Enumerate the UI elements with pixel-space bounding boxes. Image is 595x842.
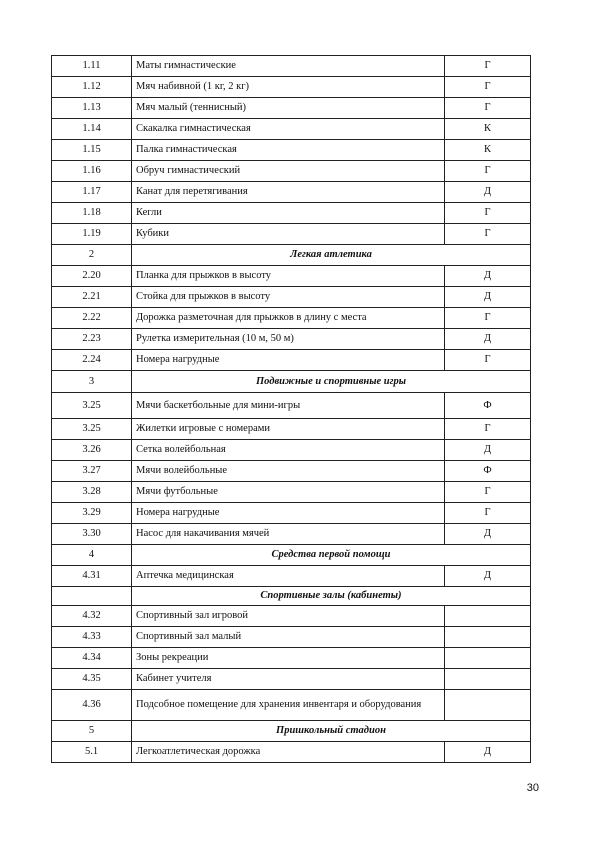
section-row [52, 371, 531, 393]
table-row [52, 524, 531, 545]
item-name: Мячи футбольные [132, 482, 445, 503]
quantity-code: Д [445, 266, 531, 287]
table-row [52, 461, 531, 482]
item-name: Палка гимнастическая [132, 140, 445, 161]
table-row [52, 742, 531, 763]
row-number: 1.11 [52, 56, 132, 77]
table-row [52, 98, 531, 119]
table-row [52, 419, 531, 440]
table-row [52, 119, 531, 140]
quantity-code [445, 648, 531, 669]
item-name: Канат для перетягивания [132, 182, 445, 203]
table-row [52, 482, 531, 503]
row-number: 3.26 [52, 440, 132, 461]
row-number: 4.36 [52, 690, 132, 721]
table-row [52, 329, 531, 350]
item-name: Скакалка гимнастическая [132, 119, 445, 140]
item-name: Кабинет учителя [132, 669, 445, 690]
quantity-code: Г [445, 56, 531, 77]
section-title: Легкая атлетика [132, 245, 531, 266]
quantity-code: Ф [445, 461, 531, 482]
section-title: Пришкольный стадион [132, 721, 531, 742]
table-row [52, 503, 531, 524]
quantity-code: Г [445, 308, 531, 329]
table-row [52, 140, 531, 161]
item-name: Кубики [132, 224, 445, 245]
section-title: Подвижные и спортивные игры [132, 371, 531, 393]
item-name: Насос для накачивания мячей [132, 524, 445, 545]
table-row [52, 203, 531, 224]
item-name: Мячи баскетбольные для мини-игры [132, 393, 445, 419]
row-number: 2 [52, 245, 132, 266]
item-name: Сетка волейбольная [132, 440, 445, 461]
row-number: 1.16 [52, 161, 132, 182]
table-row [52, 287, 531, 308]
row-number: 3.30 [52, 524, 132, 545]
table-row [52, 161, 531, 182]
table-row [52, 266, 531, 287]
item-name: Рулетка измерительная (10 м, 50 м) [132, 329, 445, 350]
row-number: 1.19 [52, 224, 132, 245]
row-number: 4 [52, 545, 132, 566]
item-name: Мяч набивной (1 кг, 2 кг) [132, 77, 445, 98]
item-name: Обруч гимнастический [132, 161, 445, 182]
item-name: Планка для прыжков в высоту [132, 266, 445, 287]
table-row [52, 690, 531, 721]
row-number: 2.24 [52, 350, 132, 371]
quantity-code [445, 669, 531, 690]
quantity-code: Д [445, 287, 531, 308]
row-number: 3.27 [52, 461, 132, 482]
table-row [52, 393, 531, 419]
row-number: 4.35 [52, 669, 132, 690]
item-name: Кегли [132, 203, 445, 224]
row-number: 5 [52, 721, 132, 742]
section-row [52, 245, 531, 266]
quantity-code: Г [445, 224, 531, 245]
row-number: 2.23 [52, 329, 132, 350]
row-number: 2.21 [52, 287, 132, 308]
item-name: Стойка для прыжков в высоту [132, 287, 445, 308]
quantity-code: Г [445, 203, 531, 224]
equipment-table [51, 55, 531, 763]
row-number: 1.13 [52, 98, 132, 119]
item-name: Легкоатлетическая дорожка [132, 742, 445, 763]
item-name: Аптечка медицинская [132, 566, 445, 587]
quantity-code: Д [445, 182, 531, 203]
section-row [52, 587, 531, 606]
item-name: Мячи волейбольные [132, 461, 445, 482]
row-number: 3.25 [52, 393, 132, 419]
quantity-code: Д [445, 566, 531, 587]
row-number: 2.20 [52, 266, 132, 287]
quantity-code: Г [445, 98, 531, 119]
row-number: 4.31 [52, 566, 132, 587]
quantity-code [445, 606, 531, 627]
quantity-code: Д [445, 742, 531, 763]
quantity-code: Г [445, 350, 531, 371]
section-row [52, 545, 531, 566]
table-row [52, 648, 531, 669]
table-row [52, 224, 531, 245]
quantity-code [445, 690, 531, 721]
quantity-code: К [445, 140, 531, 161]
row-number: 4.34 [52, 648, 132, 669]
item-name: Мяч малый (теннисный) [132, 98, 445, 119]
table-row [52, 566, 531, 587]
row-number: 5.1 [52, 742, 132, 763]
item-name: Спортивный зал малый [132, 627, 445, 648]
item-name: Номера нагрудные [132, 350, 445, 371]
section-row [52, 721, 531, 742]
row-number: 4.32 [52, 606, 132, 627]
quantity-code: Г [445, 77, 531, 98]
item-name: Жилетки игровые с номерами [132, 419, 445, 440]
quantity-code: Г [445, 503, 531, 524]
table-row [52, 350, 531, 371]
section-title: Средства первой помощи [132, 545, 531, 566]
table-row [52, 440, 531, 461]
row-number [52, 587, 132, 606]
quantity-code: Д [445, 329, 531, 350]
equipment-table-body [52, 56, 531, 763]
quantity-code: Д [445, 524, 531, 545]
section-title: Спортивные залы (кабинеты) [132, 587, 531, 606]
row-number: 3 [52, 371, 132, 393]
row-number: 3.29 [52, 503, 132, 524]
quantity-code [445, 627, 531, 648]
item-name: Зоны рекреации [132, 648, 445, 669]
row-number: 1.18 [52, 203, 132, 224]
table-row [52, 669, 531, 690]
table-row [52, 308, 531, 329]
row-number: 1.17 [52, 182, 132, 203]
quantity-code: Г [445, 161, 531, 182]
page-number: 30 [526, 782, 539, 794]
item-name: Номера нагрудные [132, 503, 445, 524]
table-row [52, 606, 531, 627]
quantity-code: Ф [445, 393, 531, 419]
quantity-code: Г [445, 482, 531, 503]
row-number: 1.14 [52, 119, 132, 140]
item-name: Спортивный зал игровой [132, 606, 445, 627]
row-number: 1.12 [52, 77, 132, 98]
table-row [52, 77, 531, 98]
item-name: Маты гимнастические [132, 56, 445, 77]
table-row [52, 182, 531, 203]
quantity-code: Д [445, 440, 531, 461]
row-number: 2.22 [52, 308, 132, 329]
row-number: 3.25 [52, 419, 132, 440]
row-number: 4.33 [52, 627, 132, 648]
table-row [52, 627, 531, 648]
row-number: 1.15 [52, 140, 132, 161]
quantity-code: Г [445, 419, 531, 440]
item-name: Подсобное помещение для хранения инвентаря и оборудования [132, 690, 445, 721]
item-name: Дорожка разметочная для прыжков в длину с места [132, 308, 445, 329]
table-row [52, 56, 531, 77]
quantity-code: К [445, 119, 531, 140]
row-number: 3.28 [52, 482, 132, 503]
